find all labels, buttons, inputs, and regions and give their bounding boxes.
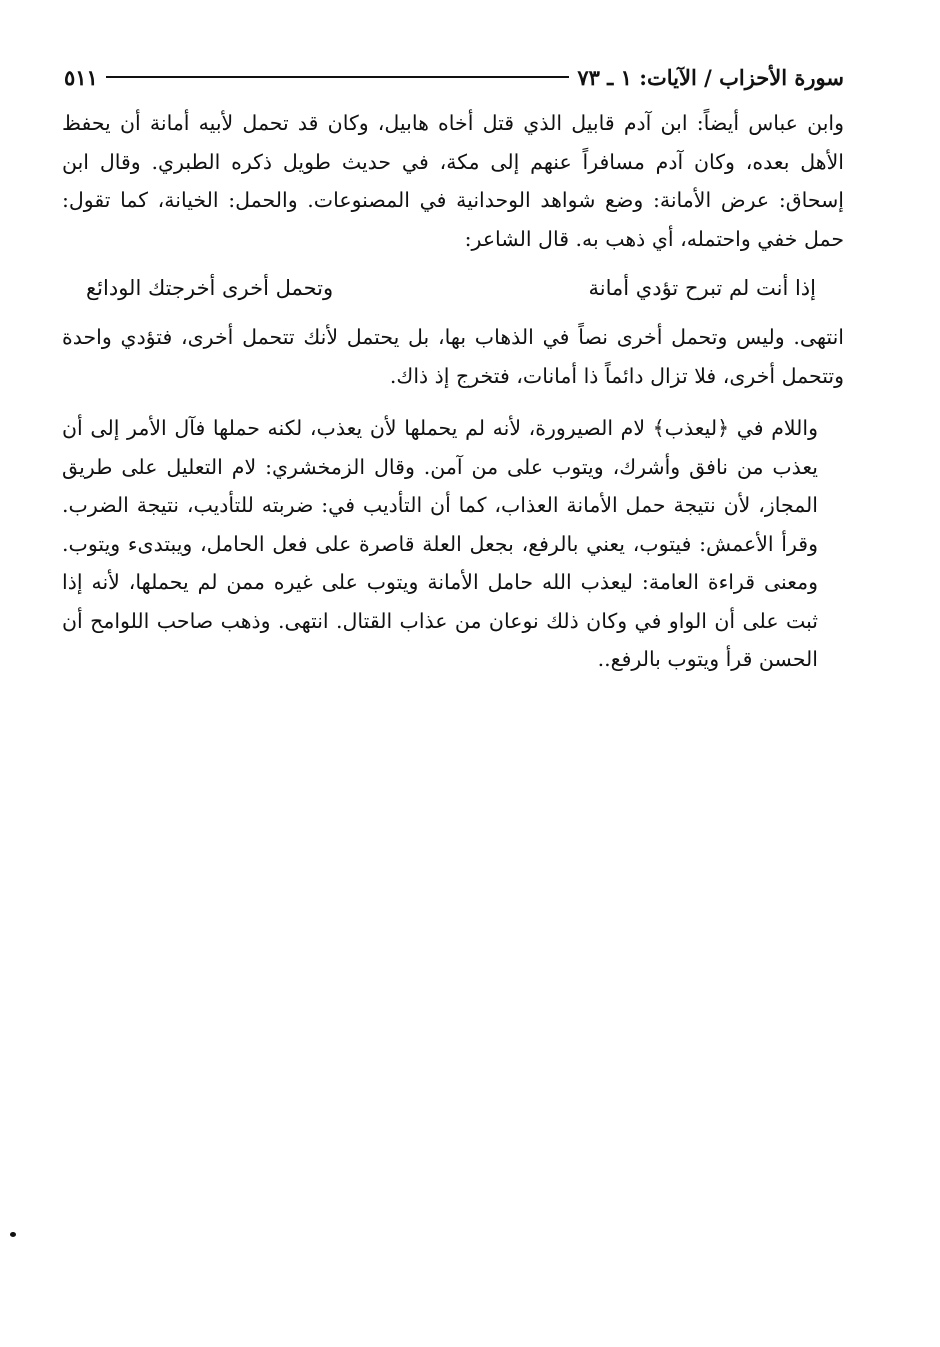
verse-second-hemistich: وتحمل أخرى أخرجتك الودائع: [86, 276, 334, 300]
header-rule: [106, 76, 569, 78]
scan-speck: [10, 1232, 16, 1237]
verse-first-hemistich: إذا أنت لم تبرح تؤدي أمانة: [588, 276, 816, 300]
page-body: [62, 104, 844, 679]
poetry-verse: [62, 258, 844, 318]
surah-title: سورة الأحزاب / الآيات: ١ ـ ٧٣: [577, 64, 844, 90]
paragraph-3: واللام في ﴿ليعذب﴾ لام الصيرورة، لأنه لم يحملها لأن يعذب، لكنه حملها فآل الأمر إلى أن يعذب من نافق وأشرك، ويتوب على من آمن. وقال الزمخشري: لام التعليل على طريق المجاز، لأن نتيجة حمل الأمانة العذاب، كما أن التأديب في: ضربته للتأديب، نتيجة الضرب. وقرأ الأعمش: فيتوب، يعني بالرفع، بجعل العلة قاصرة على فعل الحامل، ويبتدىء ويتوب. ومعنى قراءة العامة: ليعذب الله حامل الأمانة ويتوب على غيره ممن لم يحملها، لأنه إذا ثبت على أن الواو في وكان ذلك نوعان من عذاب القتال. انتهى. وذهب صاحب اللوامح أن الحسن قرأ ويتوب بالرفع..: [62, 416, 818, 671]
paragraph-1: وابن عباس أيضاً: ابن آدم قابيل الذي قتل أخاه هابيل، وكان قد تحمل لأبيه أمانة أن يحفظ الأهل بعده، وكان آدم مسافراً عنهم إلى مكة، في حديث طويل ذكره الطبري. وقال ابن إسحاق: عرض الأمانة: وضع شواهد الوحدانية في المصنوعات. والحمل: الخيانة، كما تقول: حمل خفي واحتمله، أي ذهب به. قال الشاعر:: [62, 111, 844, 251]
paragraph-2: انتهى. وليس وتحمل أخرى نصاً في الذهاب بها، بل يحتمل لأنك تتحمل أخرى، فتؤدي واحدة وتتحمل أخرى، فلا تزال دائماً ذا أمانات، فتخرج إذ ذاك.: [62, 325, 844, 388]
page-number: ٥١١: [64, 64, 98, 90]
running-header: [64, 62, 844, 92]
